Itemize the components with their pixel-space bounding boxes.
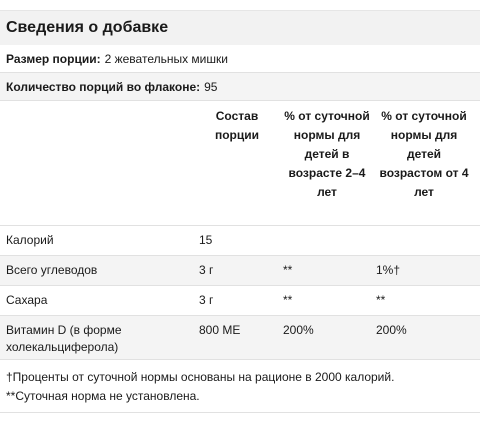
servings-value: 95 [204,79,218,94]
servings-label: Количество порций во флаконе: [6,79,201,94]
table-row [0,226,480,256]
nutrient-amount: 800 МЕ [199,323,241,337]
footnote-daily-value-basis: †Проценты от суточной нормы основаны на рационе в 2000 калорий. [6,370,395,384]
column-header-dv-2-4: % от суточной нормы для детей в возрасте 2–4 лет [284,109,370,199]
column-header-dv-4: % от суточной нормы для детей возрастом от 4 лет [379,109,469,199]
table-row [0,286,480,316]
nutrient-dv-4: 1%† [376,263,401,277]
table-row [0,256,480,286]
nutrient-amount: 15 [199,233,213,247]
nutrient-dv-4: 200% [376,323,407,337]
serving-size-label: Размер порции: [6,51,101,66]
panel-title: Сведения о добавке [0,10,480,45]
nutrient-dv-2-4: 200% [283,323,314,337]
nutrient-dv-2-4: ** [283,263,293,277]
table-row [0,316,480,360]
nutrient-dv-2-4: ** [283,293,293,307]
table-header-row [0,101,480,226]
nutrient-amount: 3 г [199,293,214,307]
footnotes [0,360,480,413]
servings-per-container-row [0,73,480,101]
nutrient-name: Всего углеводов [6,263,98,277]
nutrient-amount: 3 г [199,263,214,277]
nutrient-name: Сахара [6,293,48,307]
serving-size-value: 2 жевательных мишки [104,51,228,66]
nutrient-dv-4: ** [376,293,386,307]
nutrient-name: Калорий [6,233,54,247]
footnote-not-established: **Суточная норма не установлена. [6,389,200,403]
nutrient-name: Витамин D (в форме холекальциферола) [6,323,122,354]
column-header-amount: Состав порции [214,109,260,142]
serving-size-row [0,45,480,73]
